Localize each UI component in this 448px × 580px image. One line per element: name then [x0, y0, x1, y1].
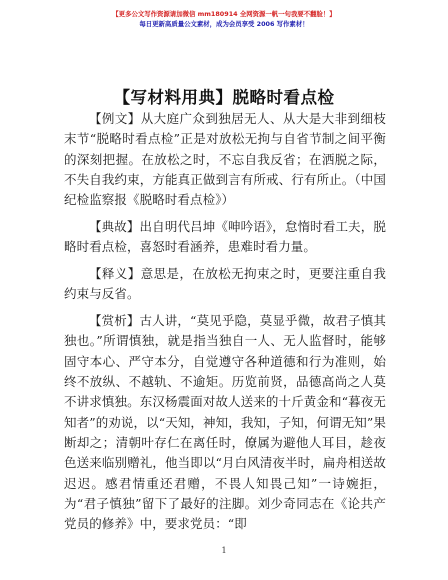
page-number: 1 — [221, 546, 227, 555]
document-body — [64, 109, 386, 541]
paragraph-allusion: 【典故】出自明代吕坤《呻吟语》，怠惰时看工夫，脱略时看点检，喜怒时看涵养，患难时看力量。 — [64, 218, 386, 255]
paragraph-appreciation: 【赏析】古人讲，“莫见乎隐，莫显乎微，故君子慎其独也。”所谓慎独，就是指当独自一人、无人监督时，能够固守本心、严守本分，自觉遵守各种道德和行为准则，始终不放纵、不越轨、不逾矩。历览前贤，品德高尚之人莫不讲求慎独。东汉杨震面对故人送来的十斤黄金和“暮夜无知者”的劝说，以“天知，神知，我知，子知，何谓无知”果断却之；清朝叶存仁在离任时，僚属为避他人耳目，趁夜色送来临别赠礼，他当即以“月白风清夜半时，扁舟相送故迟迟。感君情重还君赠，不畏人知畏己知”一诗婉拒，为“君子慎独”留下了最好的注脚。刘少奇同志在《论共产党员的修养》中，要求党员：“即 — [64, 313, 386, 532]
document-title: 【写材料用典】脱略时看点检 — [113, 88, 335, 107]
paragraph-example: 【例文】从大庭广众到独居无人、从大是大非到细枝末节“脱略时看点检”正是对放松无拘与自省节制之间平衡的深刻把握。在放松之时，不忘自我反省；在洒脱之际，不失自我约束，方能真正做到言有所戒、行有所止。（中国纪检监察报《脱略时看点检》） — [64, 111, 386, 208]
promo-header — [0, 9, 448, 29]
promo-line-2: 每日更新高质量公文素材，成为会员享受 2006 写作素材！ — [139, 20, 309, 28]
promo-line-1: 【更多公文写作资源请加微信 mm180914 全网资源一帆一句我要不翻脸！】 — [112, 10, 336, 18]
paragraph-meaning: 【释义】意思是，在放松无拘束之时，更要注重自我约束与反省。 — [64, 266, 386, 302]
